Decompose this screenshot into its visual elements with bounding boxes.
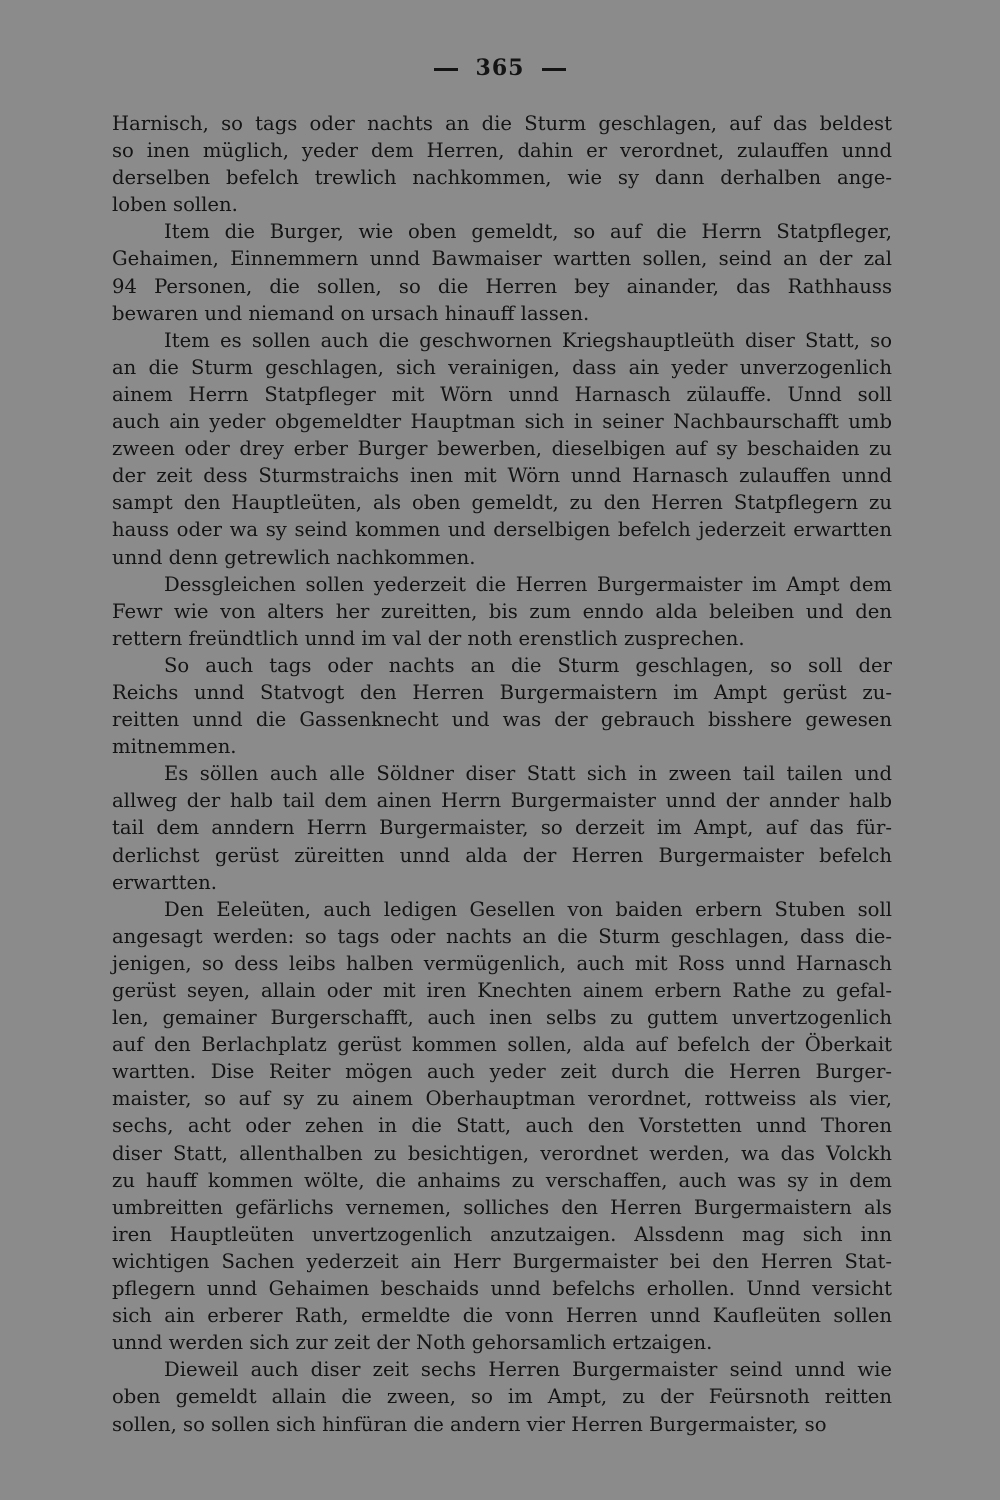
paragraph [112, 652, 892, 760]
text-line: oben gemeldt allain die zween, so im Ampt, zu der Feürsnoth reitten [112, 1385, 892, 1409]
text-line: rettern freündtlich unnd im val der noth erenstlich zusprechen. [112, 626, 745, 650]
text-line: unnd denn getrewlich nachkommen. [112, 545, 476, 569]
text-line: sich ain erberer Rath, ermeldte die vonn Herren unnd Kaufleüten sollen [112, 1304, 892, 1328]
text-line: umbreitten gefärlichs vernemen, solliches den Herren Burgermaistern als [112, 1195, 892, 1219]
text-line: tail dem anndern Herrn Burgermaister, so derzeit im Ampt, auf das für- [112, 816, 892, 840]
text-line: diser Statt, allenthalben zu besichtigen, verordnet werden, wa das Volckh [112, 1141, 892, 1165]
text-line: Harnisch, so tags oder nachts an die Sturm geschlagen, auf das beldest [112, 112, 892, 135]
text-line: loben sollen. [112, 193, 238, 217]
text-line: wichtigen Sachen yederzeit ain Herr Burgermaister bei den Herren Stat- [112, 1249, 892, 1273]
text-line: auch ain yeder obgemeldter Hauptman sich in seiner Nachbaurschafft umb [112, 410, 892, 434]
text-line: allweg der halb tail dem ainen Herrn Burgermaister unnd der annder halb [112, 789, 892, 813]
text-line: Reichs unnd Statvogt den Herren Burgermaistern im Ampt gerüst zu- [112, 680, 892, 704]
text-line: reitten unnd die Gassenknecht und was der gebrauch bisshere gewesen [112, 708, 892, 732]
dash-left [434, 68, 458, 71]
text-line: hauss oder wa sy seind kommen und derselbigen befelch jederzeit erwartten [112, 518, 892, 542]
text-line: der zeit dess Sturmstraichs inen mit Wörn unnd Harnasch zulauffen unnd [112, 464, 892, 488]
text-line: Fewr wie von alters her zureitten, bis zum enndo alda beleiben und den [112, 599, 892, 623]
text-line: 94 Personen, die sollen, so die Herren bey ainander, das Rathhauss [112, 274, 892, 298]
paragraph [112, 1356, 892, 1437]
text-line: Dieweil auch diser zeit sechs Herren Burgermaister seind unnd wie [164, 1358, 892, 1382]
text-line: sechs, acht oder zehen in die Statt, auch den Vorstetten unnd Thoren [112, 1114, 892, 1138]
text-line: derselben befelch trewlich nachkommen, wie sy dann derhalben ange- [112, 166, 892, 190]
text-line: pflegern unnd Gehaimen beschaids unnd befelchs erhollen. Unnd versicht [112, 1277, 892, 1301]
text-line: maister, so auf sy zu ainem Oberhauptman verordnet, rottweiss als vier, [112, 1087, 892, 1111]
text-line: Item die Burger, wie oben gemeldt, so auf die Herrn Statpfleger, [164, 220, 892, 244]
paragraph [112, 896, 892, 1357]
page-number: 365 [475, 55, 525, 81]
text-line: ainem Herrn Statpfleger mit Wörn unnd Harnasch zülauffe. Unnd soll [112, 382, 892, 406]
text-line: wartten. Dise Reiter mögen auch yeder zeit durch die Herren Burger- [112, 1060, 892, 1084]
dash-right [542, 68, 566, 71]
text-line: sollen, so sollen sich hinfüran die andern vier Herren Burgermaister, so [112, 1412, 827, 1436]
page-number-header [0, 55, 1000, 81]
paragraph [112, 571, 892, 652]
paragraph [112, 760, 892, 895]
text-line: iren Hauptleüten unvertzogenlich anzutzaigen. Alssdenn mag sich inn [112, 1222, 892, 1246]
text-line: erwartten. [112, 870, 217, 894]
text-line: an die Sturm geschlagen, sich verainigen, dass ain yeder unverzogenlich [112, 355, 892, 379]
text-line: bewaren und niemand on ursach hinauff lassen. [112, 301, 590, 325]
paragraph [112, 110, 892, 218]
text-line: zu hauff kommen wölte, die anhaims zu verschaffen, auch was sy in dem [112, 1168, 892, 1192]
text-line: Dessgleichen sollen yederzeit die Herren Burgermaister im Ampt dem [164, 572, 892, 596]
text-line: jenigen, so dess leibs halben vermügenlich, auch mit Ross unnd Harnasch [112, 951, 892, 975]
text-line: derlichst gerüst züreitten unnd alda der Herren Burgermaister befelch [112, 843, 892, 867]
text-line: len, gemainer Burgerschafft, auch inen selbs zu guttem unvertzogenlich [112, 1006, 892, 1030]
text-line: unnd werden sich zur zeit der Noth gehorsamlich ertzaigen. [112, 1331, 713, 1355]
text-line: sampt den Hauptleüten, als oben gemeldt, zu den Herren Statpflegern zu [112, 491, 892, 515]
text-line: mitnemmen. [112, 735, 237, 759]
text-line: Es söllen auch alle Söldner diser Statt sich in zween tail tailen und [164, 762, 892, 786]
text-line: auf den Berlachplatz gerüst kommen sollen, alda auf befelch der Öberkait [112, 1033, 892, 1057]
paragraph [112, 327, 892, 571]
text-line: angesagt werden: so tags oder nachts an die Sturm geschlagen, dass die- [112, 924, 892, 948]
text-line: Gehaimen, Einnemmern unnd Bawmaiser wartten sollen, seind an der zal [112, 247, 892, 271]
text-line: Den Eeleüten, auch ledigen Gesellen von baiden erbern Stuben soll [164, 897, 892, 921]
text-line: Item es sollen auch die geschwornen Kriegshauptleüth diser Statt, so [164, 328, 892, 352]
paragraph [112, 218, 892, 326]
text-line: So auch tags oder nachts an die Sturm geschlagen, so soll der [164, 653, 892, 677]
text-line: so inen müglich, yeder dem Herren, dahin er verordnet, zulauffen unnd [112, 139, 892, 163]
text-line: zween oder drey erber Burger bewerben, dieselbigen auf sy beschaiden zu [112, 437, 892, 461]
body-text [112, 110, 892, 1438]
text-line: gerüst seyen, allain oder mit iren Knechten ainem erbern Rathe zu gefal- [112, 979, 892, 1002]
